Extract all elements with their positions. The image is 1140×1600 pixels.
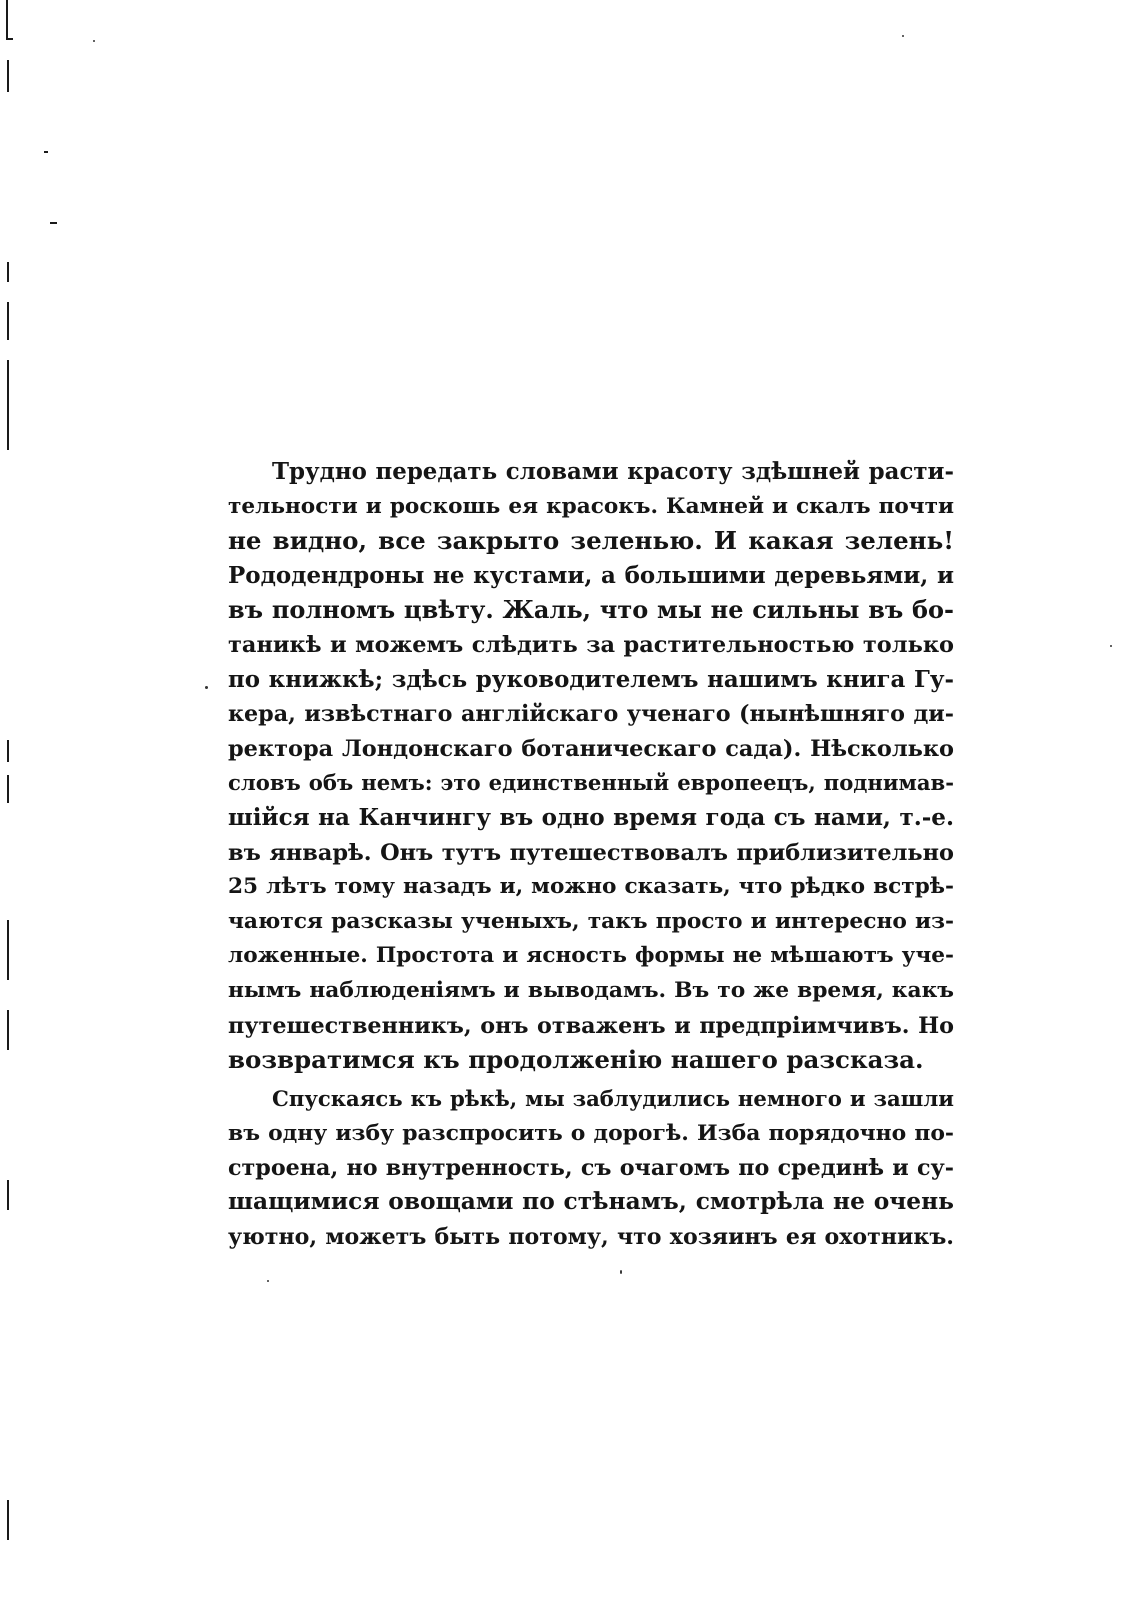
text-line: не видно, все закрыто зеленью. И какая зелень! <box>228 526 954 556</box>
text-line: въ одну избу разспросить о дорогѣ. Изба порядочно по- <box>228 1120 954 1147</box>
text-line: строена, но внутренность, съ очагомъ по срединѣ и су- <box>228 1154 954 1181</box>
body-text <box>228 455 954 1255</box>
scan-edge-mark <box>7 1010 9 1050</box>
scan-edge-mark <box>7 262 9 282</box>
text-line: по книжкѣ; здѣсь руководителемъ нашимъ книга Гу- <box>228 666 954 693</box>
text-line: 25 лѣтъ тому назадъ и, можно сказать, что рѣдко встрѣ- <box>228 874 954 900</box>
scan-edge-mark <box>7 1500 9 1540</box>
text-line: словъ объ немъ: это единственный европеецъ, поднимав- <box>228 770 954 796</box>
text-line: Спускаясь къ рѣкѣ, мы заблудились немного и зашли <box>272 1085 954 1111</box>
text-line: кера, извѣстнаго англійскаго ученаго (нынѣшняго ди- <box>228 701 954 728</box>
scan-dash <box>50 222 57 224</box>
scan-edge-mark <box>6 38 13 40</box>
scan-edge-mark <box>7 1180 9 1210</box>
scan-dash <box>44 151 48 153</box>
scan-speck <box>620 1270 622 1274</box>
text-line: въ январѣ. Онъ тутъ путешествовалъ приблизительно <box>228 839 954 866</box>
text-line: чаются разсказы ученыхъ, такъ просто и интересно из- <box>228 908 954 934</box>
text-line: въ полномъ цвѣту. Жаль, что мы не сильны въ бо- <box>228 595 954 625</box>
scan-edge-mark <box>7 920 9 980</box>
text-line: нымъ наблюденіямъ и выводамъ. Въ то же время, какъ <box>228 977 954 1003</box>
scan-edge-mark <box>7 740 9 762</box>
paragraph <box>228 455 954 1078</box>
scan-speck <box>93 40 95 42</box>
scan-speck <box>267 1280 269 1282</box>
paragraph <box>228 1082 954 1255</box>
text-line: уютно, можетъ быть потому, что хозяинъ ея охотникъ. <box>228 1224 954 1251</box>
text-line: ректора Лондонскаго ботаническаго сада). Нѣсколько <box>228 735 954 762</box>
text-line: шійся на Канчингу въ одно время года съ нами, т.-е. <box>228 803 954 831</box>
scan-speck <box>1110 645 1112 647</box>
text-line: возвратимся къ продолженію нашего разсказа. <box>228 1045 924 1075</box>
scan-edge-mark <box>7 775 9 803</box>
text-line: тельности и роскошь ея красокъ. Камней и скалъ почти <box>228 493 954 519</box>
text-line: ложенные. Простота и ясность формы не мѣшаютъ уче- <box>228 943 954 969</box>
text-line: Рододендроны не кустами, а большими деревьями, и <box>228 561 954 589</box>
text-line: таникѣ и можемъ слѣдить за растительностью только <box>228 631 954 658</box>
text-line: путешественникъ, онъ отваженъ и предпріимчивъ. Но <box>228 1012 954 1039</box>
scan-speck <box>205 686 208 689</box>
scan-edge-mark <box>7 360 9 450</box>
scan-speck <box>902 35 904 37</box>
scan-edge-mark <box>6 0 8 40</box>
scan-edge-mark <box>7 60 9 92</box>
text-line: шащимися овощами по стѣнамъ, смотрѣла не очень <box>228 1188 954 1216</box>
text-line: Трудно передать словами красоту здѣшней расти- <box>272 459 954 485</box>
scan-edge-mark <box>7 302 9 340</box>
